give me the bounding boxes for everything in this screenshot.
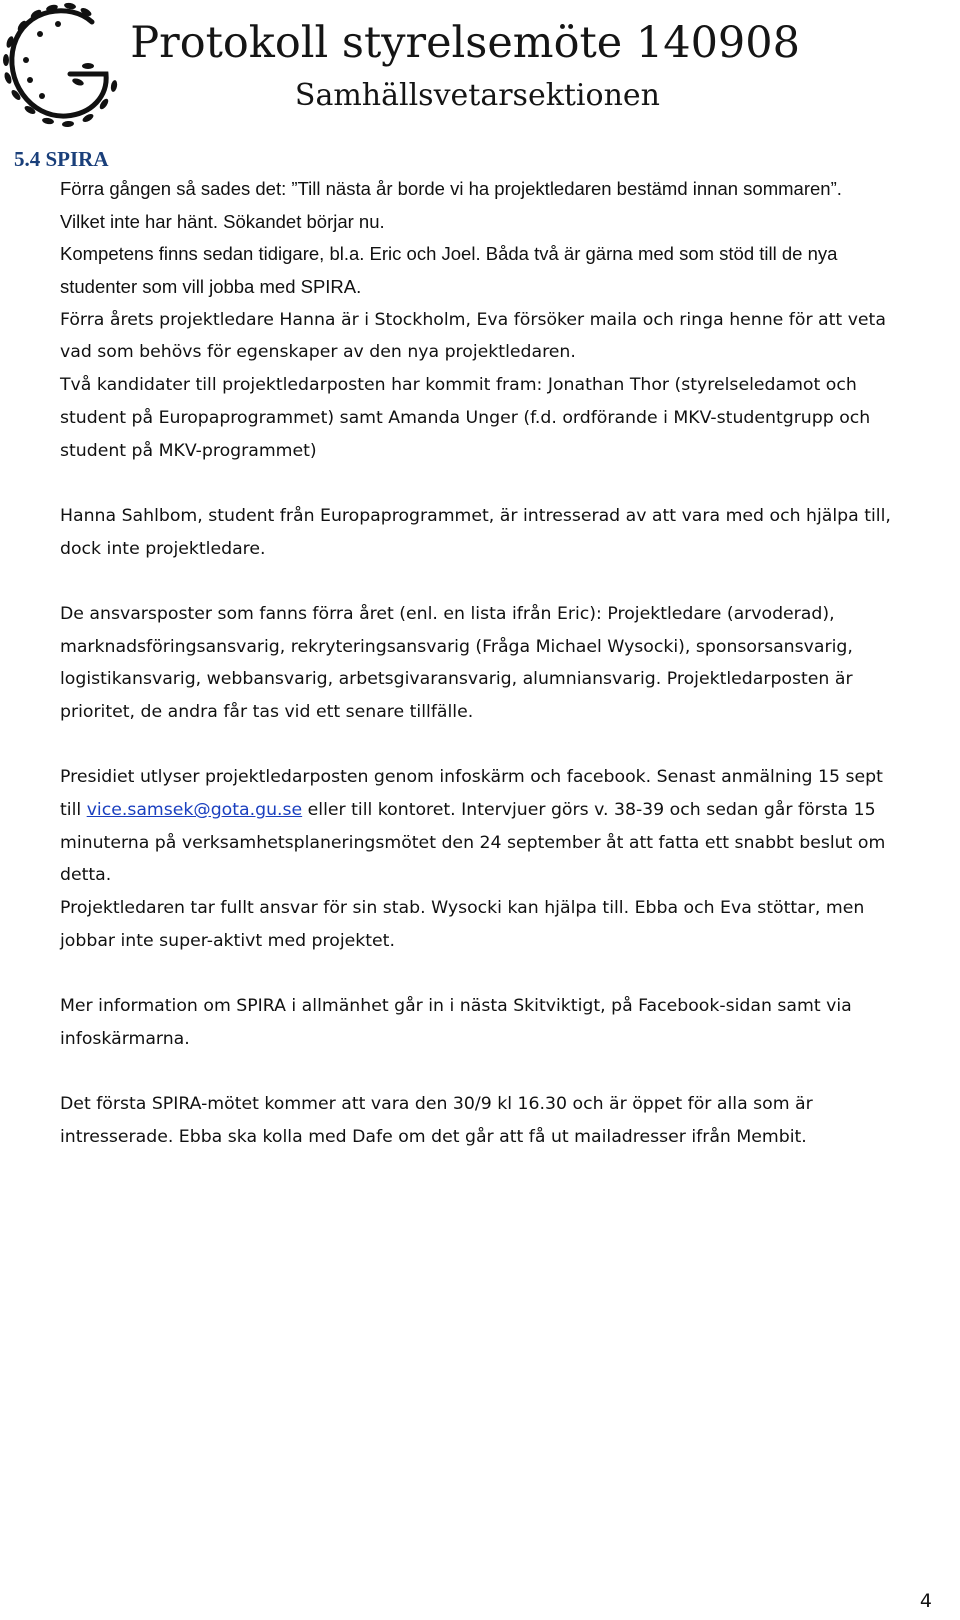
paragraph-line: Projektledaren tar fullt ansvar för sin stab. Wysocki kan hjälpa till. Ebba och Eva stöttar, men <box>60 898 865 919</box>
document-title: Protokoll styrelsemöte 140908 <box>130 18 800 68</box>
text-span: eller till kontoret. Intervjuer görs v. 38-39 och sedan går första 15 <box>302 800 876 821</box>
paragraph-line: student på MKV-programmet) <box>60 440 317 461</box>
paragraph-line: studenter som vill jobba med SPIRA. <box>60 276 362 298</box>
document-subtitle: Samhällsvetarsektionen <box>294 78 660 113</box>
page-number: 4 <box>919 1590 932 1612</box>
paragraph-line: Mer information om SPIRA i allmänhet går in i nästa Skitviktigt, på Facebook-sidan samt via <box>60 996 852 1017</box>
paragraph-line: Förra årets projektledare Hanna är i Stockholm, Eva försöker maila och ringa henne för att veta <box>60 309 886 330</box>
paragraph-line: detta. <box>60 865 112 886</box>
paragraph-line <box>60 794 940 827</box>
paragraph-line: infoskärmarna. <box>60 1028 190 1049</box>
organization-logo <box>0 0 120 130</box>
paragraph-line: Presidiet utlyser projektledarposten genom infoskärm och facebook. Senast anmälning 15 sept <box>60 767 883 788</box>
paragraph-line: Förra gången så sades det: ”Till nästa år borde vi ha projektledaren bestämd innan sommaren”. <box>60 178 842 199</box>
paragraph-line: dock inte projektledare. <box>60 538 266 559</box>
paragraph-line: Två kandidater till projektledarposten har kommit fram: Jonathan Thor (styrelseledamot och <box>60 375 857 396</box>
paragraph-line: De ansvarsposter som fanns förra året (enl. en lista ifrån Eric): Projektledare (arvoderad), <box>60 603 835 624</box>
paragraph-line: prioritet, de andra får tas vid ett senare tillfälle. <box>60 702 474 722</box>
paragraph-line: Det första SPIRA-mötet kommer att vara den 30/9 kl 16.30 och är öppet för alla som är <box>60 1094 813 1115</box>
paragraph-line: Kompetens finns sedan tidigare, bl.a. Eric och Joel. Båda två är gärna med som stöd till de nya <box>60 243 838 265</box>
document-body <box>60 173 940 1154</box>
paragraph-line: intresserade. Ebba ska kolla med Dafe om det går att få ut mailadresser ifrån Membit. <box>60 1126 807 1147</box>
paragraph-line: Vilket inte har hänt. Sökandet börjar nu. <box>60 210 385 232</box>
text-span: till <box>60 800 87 821</box>
paragraph-line: Hanna Sahlbom, student från Europaprogrammet, är intresserad av att vara med och hjälpa till, <box>60 505 891 526</box>
paragraph-line: vad som behövs för egenskaper av den nya projektledaren. <box>60 342 576 363</box>
email-link[interactable]: vice.samsek@gota.gu.se <box>86 800 303 821</box>
paragraph-line: student på Europaprogrammet) samt Amanda Unger (f.d. ordförande i MKV-studentgrupp och <box>60 407 871 428</box>
paragraph-line: jobbar inte super-aktivt med projektet. <box>60 930 395 951</box>
paragraph-line: marknadsföringsansvarig, rekryteringsansvarig (Fråga Michael Wysocki), sponsorsansvarig, <box>60 636 853 657</box>
paragraph-line: logistikansvarig, webbansvarig, arbetsgivaransvarig, alumniansvarig. Projektledarposten är <box>60 669 853 690</box>
paragraph-line: minuterna på verksamhetsplaneringsmötet den 24 september åt att fatta ett snabbt beslut om <box>60 832 886 853</box>
section-heading: 5.4 SPIRA <box>14 147 109 171</box>
